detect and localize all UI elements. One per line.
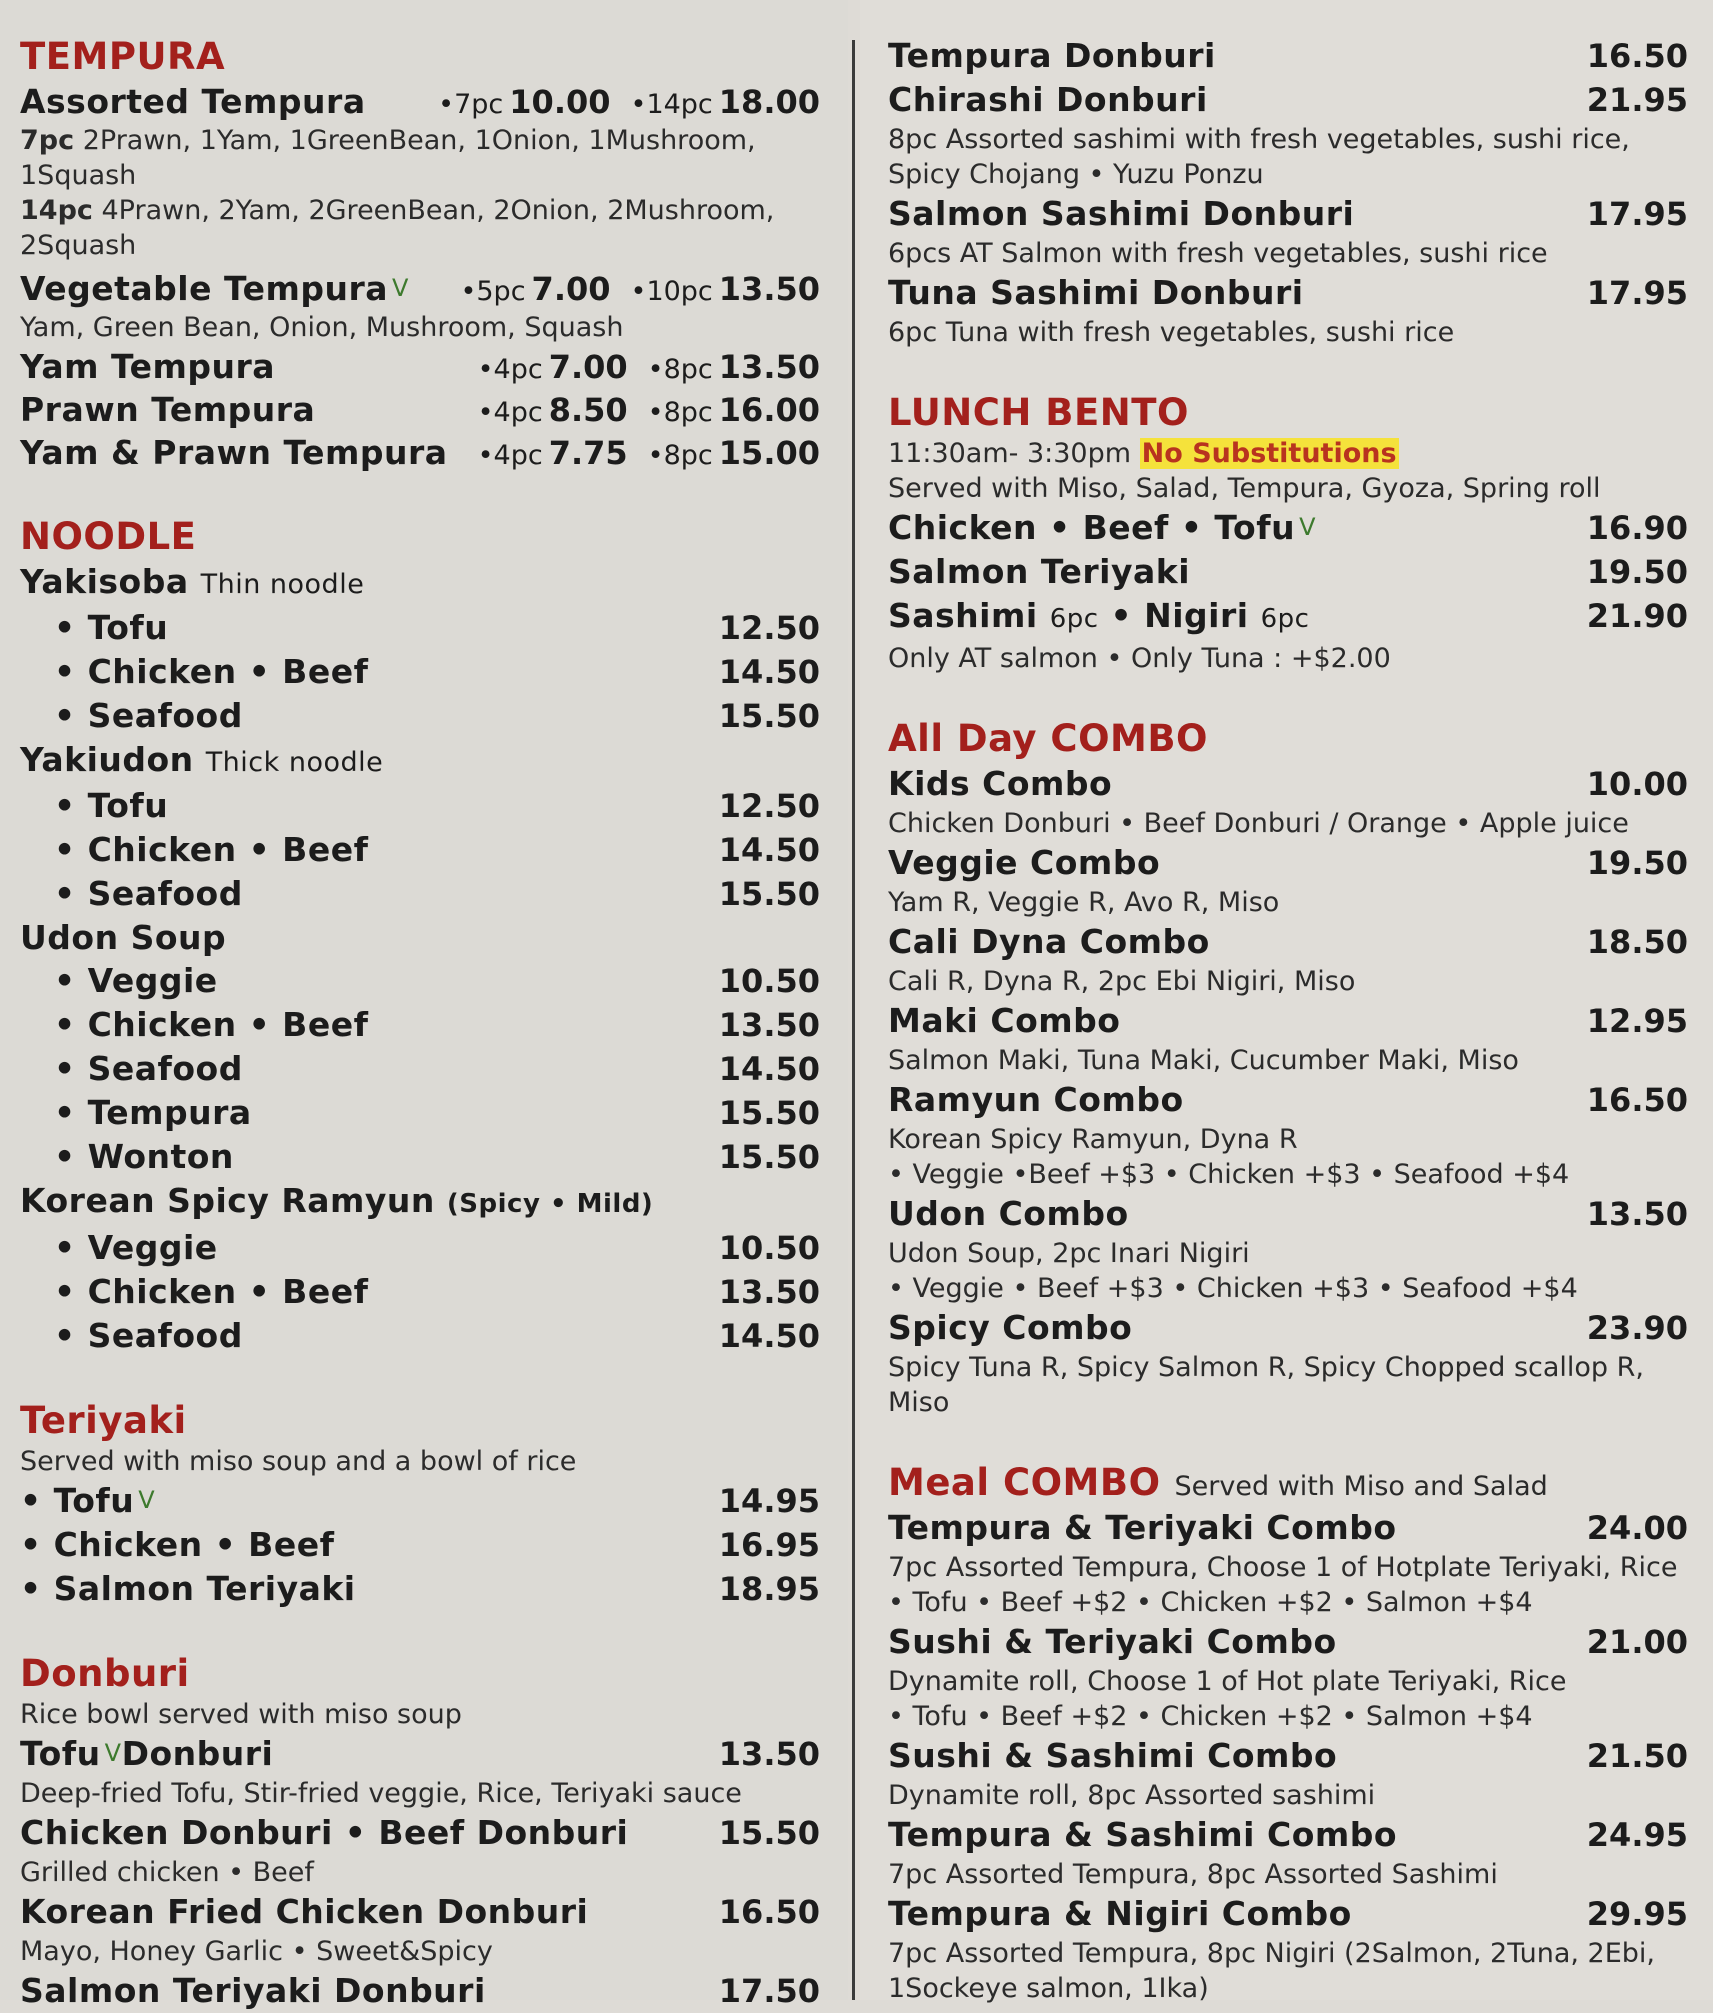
item-price: 13.50 <box>718 348 820 386</box>
menu-item: • Seafood 14.50 <box>20 1047 820 1091</box>
item-price: 17.95 <box>1586 195 1688 233</box>
item-description: Dynamite roll, Choose 1 of Hot plate Teriyaki, Rice <box>888 1666 1567 1697</box>
menu-item-bento-sashimi-nigiri: Sashimi 6pc • Nigiri 6pc 21.90 <box>888 594 1688 641</box>
portion-count: • 10pc <box>631 276 713 307</box>
item-price: 24.95 <box>1586 1816 1688 1854</box>
no-substitutions-badge: No Substitutions <box>1141 438 1397 469</box>
item-name: Assorted Tempura <box>20 82 366 121</box>
menu-item: Tempura & Nigiri Combo 29.95 <box>888 1892 1688 1936</box>
menu-item: • Veggie 10.50 <box>20 959 820 1003</box>
menu-item-salmon-teriyaki-donburi: Salmon Teriyaki Donburi 17.50 <box>20 1969 820 2013</box>
menu-item: • Salmon Teriyaki 18.95 <box>20 1567 820 1611</box>
menu-item-chirashi-donburi: Chirashi Donburi 21.95 <box>888 78 1688 122</box>
menu-item-assorted-tempura <box>20 80 820 123</box>
item-price: 16.00 <box>718 391 820 429</box>
menu-item-bento-salmon-teriyaki: Salmon Teriyaki 19.50 <box>888 550 1688 594</box>
item-description: Korean Spicy Ramyun, Dyna R <box>888 1124 1298 1155</box>
item-price: 12.50 <box>718 609 820 647</box>
item-price: 15.50 <box>718 1094 820 1132</box>
portion-count: • 4pc <box>478 397 543 428</box>
item-price: 7.00 <box>531 270 611 308</box>
item-description: Deep-fried Tofu, Stir-fried veggie, Rice, Teriyaki sauce <box>20 1778 742 1809</box>
menu-item: • Seafood 15.50 <box>20 694 820 738</box>
item-price: 10.50 <box>718 962 820 1000</box>
item-price: 29.95 <box>1586 1895 1688 1933</box>
item-price: 18.00 <box>718 83 820 121</box>
item-price: 8.50 <box>548 391 628 429</box>
item-description: Chicken Donburi • Beef Donburi / Orange • Apple juice <box>888 808 1629 839</box>
menu-item-tofu-donburi: Tofu $^V$Donburi 13.50 <box>20 1732 820 1776</box>
item-description: 7pc Assorted Tempura, 8pc Nigiri (2Salmon, 2Tuna, 2Ebi, 1Sockeye salmon, 1Ika) <box>888 1938 1655 2004</box>
item-price: 16.95 <box>718 1526 820 1564</box>
item-price: 23.90 <box>1586 1309 1688 1347</box>
portion-count: • 8pc <box>648 354 713 385</box>
item-price: 14.50 <box>718 1317 820 1355</box>
item-price: 13.50 <box>1586 1195 1688 1233</box>
item-options: • Tofu • Beef +$2 • Chicken +$2 • Salmon +$4 <box>888 1587 1533 1618</box>
item-price: 10.50 <box>718 1229 820 1267</box>
menu-item: Ramyun Combo 16.50 <box>888 1078 1688 1122</box>
item-options: • Tofu • Beef +$2 • Chicken +$2 • Salmon +$4 <box>888 1701 1533 1732</box>
item-price: 13.50 <box>718 270 820 308</box>
menu-item: • Chicken • Beef 14.50 <box>20 828 820 872</box>
menu-item: Kids Combo 10.00 <box>888 762 1688 806</box>
menu-item: • Seafood 14.50 <box>20 1314 820 1358</box>
donburi-section-title: Donburi <box>20 1652 190 1695</box>
menu-item: • Tempura 15.50 <box>20 1091 820 1135</box>
portion-count: • 7pc <box>438 89 503 120</box>
item-description: 7pc Assorted Tempura, 8pc Assorted Sashimi <box>888 1859 1498 1890</box>
item-price: 16.50 <box>1586 1081 1688 1119</box>
item-price: 14.50 <box>718 831 820 869</box>
menu-item: • Chicken • Beef 14.50 <box>20 650 820 694</box>
item-description: Grilled chicken • Beef <box>20 1857 314 1888</box>
item-description: 8pc Assorted sashimi with fresh vegetables, sushi rice, Spicy Chojang • Yuzu Ponzu <box>888 124 1630 190</box>
menu-item: • Tofu 12.50 <box>20 784 820 828</box>
item-price: 13.50 <box>718 1735 820 1773</box>
menu-item: • Chicken • Beef 13.50 <box>20 1003 820 1047</box>
item-price: 15.50 <box>718 875 820 913</box>
menu-item: Udon Combo 13.50 <box>888 1192 1688 1236</box>
item-price: 16.50 <box>718 1893 820 1931</box>
group-note: Thick noodle <box>205 747 384 778</box>
section-subtitle: Rice bowl served with miso soup <box>20 1699 462 1730</box>
item-description: 14pc 4Prawn, 2Yam, 2GreenBean, 2Onion, 2Mushroom, 2Squash <box>20 195 775 261</box>
item-description: Udon Soup, 2pc Inari Nigiri <box>888 1238 1250 1269</box>
item-description: Mayo, Honey Garlic • Sweet&Spicy <box>20 1936 493 1967</box>
item-price: 10.00 <box>1586 765 1688 803</box>
teriyaki-section-title: Teriyaki <box>20 1399 187 1442</box>
all-day-combo-section-title: All Day COMBO <box>888 717 1209 760</box>
section-subtitle: Served with Miso, Salad, Tempura, Gyoza, Spring roll <box>888 473 1601 504</box>
menu-item: • Chicken • Beef 13.50 <box>20 1270 820 1314</box>
item-price: 18.50 <box>1586 923 1688 961</box>
meal-combo-header <box>888 1460 1688 1506</box>
left-column <box>20 34 820 2013</box>
item-description: Yam R, Veggie R, Avo R, Miso <box>888 887 1280 918</box>
item-price: 19.50 <box>1586 844 1688 882</box>
item-price: 15.50 <box>718 1138 820 1176</box>
item-price: 12.95 <box>1586 1002 1688 1040</box>
portion-count: • 8pc <box>648 440 713 471</box>
menu-item: • Seafood 15.50 <box>20 872 820 916</box>
item-description: Dynamite roll, 8pc Assorted sashimi <box>888 1780 1376 1811</box>
item-name: Vegetable Tempura $^V$ <box>20 269 409 308</box>
item-description: Cali R, Dyna R, 2pc Ebi Nigiri, Miso <box>888 966 1356 997</box>
menu-item: Cali Dyna Combo 18.50 <box>888 920 1688 964</box>
bento-hours: 11:30am- 3:30pm No Substitutions <box>888 438 1397 469</box>
menu-item: • Tofu 12.50 <box>20 606 820 650</box>
portion-count: • 14pc <box>631 89 713 120</box>
tempura-section-title: TEMPURA <box>20 35 226 78</box>
section-note: Served with Miso and Salad <box>1174 1471 1548 1502</box>
item-description: Spicy Tuna R, Spicy Salmon R, Spicy Chopped scallop R, Miso <box>888 1352 1644 1418</box>
menu-item-vegetable-tempura <box>20 267 820 310</box>
column-divider <box>852 40 855 2000</box>
item-price: 24.00 <box>1586 1509 1688 1547</box>
menu-item-korean-fried-chicken-donburi: Korean Fried Chicken Donburi 16.50 <box>20 1890 820 1934</box>
portion-count: • 8pc <box>648 397 713 428</box>
menu-item: Tempura & Sashimi Combo 24.95 <box>888 1813 1688 1857</box>
item-price: 13.50 <box>718 1006 820 1044</box>
item-price: 14.50 <box>718 653 820 691</box>
item-name: Prawn Tempura <box>20 390 316 429</box>
item-price: 15.50 <box>718 1814 820 1852</box>
portion-count: • 4pc <box>478 354 543 385</box>
item-price: 18.95 <box>718 1570 820 1608</box>
noodle-group-yakisoba: Yakisoba Thin noodle <box>20 562 365 601</box>
item-description: Salmon Maki, Tuna Maki, Cucumber Maki, Miso <box>888 1045 1519 1076</box>
menu-item-salmon-sashimi-donburi: Salmon Sashimi Donburi 17.95 <box>888 192 1688 236</box>
noodle-group-udon-soup: Udon Soup <box>20 918 227 957</box>
item-options: • Veggie •Beef +$3 • Chicken +$3 • Seafood +$4 <box>888 1159 1570 1190</box>
vegetarian-icon: V <box>104 1739 122 1767</box>
vegetarian-icon: V <box>1299 513 1317 541</box>
item-price: 21.00 <box>1586 1623 1688 1661</box>
item-name: Yam Tempura <box>20 347 276 386</box>
right-column <box>888 34 1688 2006</box>
item-description: 7pc Assorted Tempura, Choose 1 of Hotplate Teriyaki, Rice <box>888 1552 1678 1583</box>
noodle-group-yakiudon: Yakiudon Thick noodle <box>20 740 384 779</box>
item-price: 15.50 <box>718 697 820 735</box>
item-price: 21.95 <box>1586 81 1688 119</box>
lunch-bento-section-title: LUNCH BENTO <box>888 391 1189 434</box>
menu-item-bento-chicken-beef-tofu: Chicken • Beef • Tofu $^V$ 16.90 <box>888 506 1688 550</box>
item-price: 7.75 <box>548 434 628 472</box>
portion-count: • 5pc <box>460 276 525 307</box>
menu-item-chicken-beef-donburi: Chicken Donburi • Beef Donburi 15.50 <box>20 1811 820 1855</box>
menu-item-yam-tempura <box>20 345 820 388</box>
vegetarian-icon: V <box>392 274 409 302</box>
item-price: 19.50 <box>1586 553 1688 591</box>
item-price: 14.50 <box>718 1050 820 1088</box>
item-description: Yam, Green Bean, Onion, Mushroom, Squash <box>20 312 624 343</box>
noodle-group-ramyun: Korean Spicy Ramyun (Spicy • Mild) <box>20 1181 654 1220</box>
menu-item-tempura-donburi: Tempura Donburi 16.50 <box>888 34 1688 78</box>
menu-item-prawn-tempura <box>20 388 820 431</box>
item-description: 6pc Tuna with fresh vegetables, sushi rice <box>888 317 1455 348</box>
meal-combo-section-title: Meal COMBO <box>888 1461 1161 1504</box>
menu-item: • Wonton 15.50 <box>20 1135 820 1179</box>
menu-item-yam-prawn-tempura <box>20 431 820 474</box>
menu-item: Veggie Combo 19.50 <box>888 841 1688 885</box>
menu-item: Maki Combo 12.95 <box>888 999 1688 1043</box>
portion-count: • 4pc <box>478 440 543 471</box>
item-description: 6pcs AT Salmon with fresh vegetables, sushi rice <box>888 238 1548 269</box>
item-price: 10.00 <box>509 83 611 121</box>
menu-item: Sushi & Teriyaki Combo 21.00 <box>888 1620 1688 1664</box>
item-price: 21.50 <box>1586 1737 1688 1775</box>
item-name: Yam & Prawn Tempura <box>20 433 448 472</box>
menu-item: • Tofu $^V$ 14.95 <box>20 1479 820 1523</box>
item-price: 13.50 <box>718 1273 820 1311</box>
item-price: 12.50 <box>718 787 820 825</box>
menu-item: • Veggie 10.50 <box>20 1226 820 1270</box>
menu-item: Tempura & Teriyaki Combo 24.00 <box>888 1506 1688 1550</box>
section-subtitle: Served with miso soup and a bowl of rice <box>20 1446 577 1477</box>
group-note: Thin noodle <box>200 569 365 600</box>
item-price: 16.50 <box>1586 37 1688 75</box>
group-note: (Spicy • Mild) <box>446 1189 654 1219</box>
menu-item: Spicy Combo 23.90 <box>888 1306 1688 1350</box>
item-price: 21.90 <box>1586 597 1688 635</box>
item-price: 15.00 <box>718 434 820 472</box>
item-price: 14.95 <box>718 1482 820 1520</box>
item-price: 16.90 <box>1586 509 1688 547</box>
item-price: 17.50 <box>718 1972 820 2010</box>
item-price: 17.95 <box>1586 274 1688 312</box>
item-price: 7.00 <box>548 348 628 386</box>
menu-item-tuna-sashimi-donburi: Tuna Sashimi Donburi 17.95 <box>888 271 1688 315</box>
item-description: 7pc 2Prawn, 1Yam, 1GreenBean, 1Onion, 1Mushroom, 1Squash <box>20 125 756 191</box>
item-options: • Veggie • Beef +$3 • Chicken +$3 • Seafood +$4 <box>888 1273 1578 1304</box>
item-description: Only AT salmon • Only Tuna : +$2.00 <box>888 643 1391 674</box>
menu-item: Sushi & Sashimi Combo 21.50 <box>888 1734 1688 1778</box>
noodle-section-title: NOODLE <box>20 515 197 558</box>
menu-item: • Chicken • Beef 16.95 <box>20 1523 820 1567</box>
vegetarian-icon: V <box>138 1486 156 1514</box>
